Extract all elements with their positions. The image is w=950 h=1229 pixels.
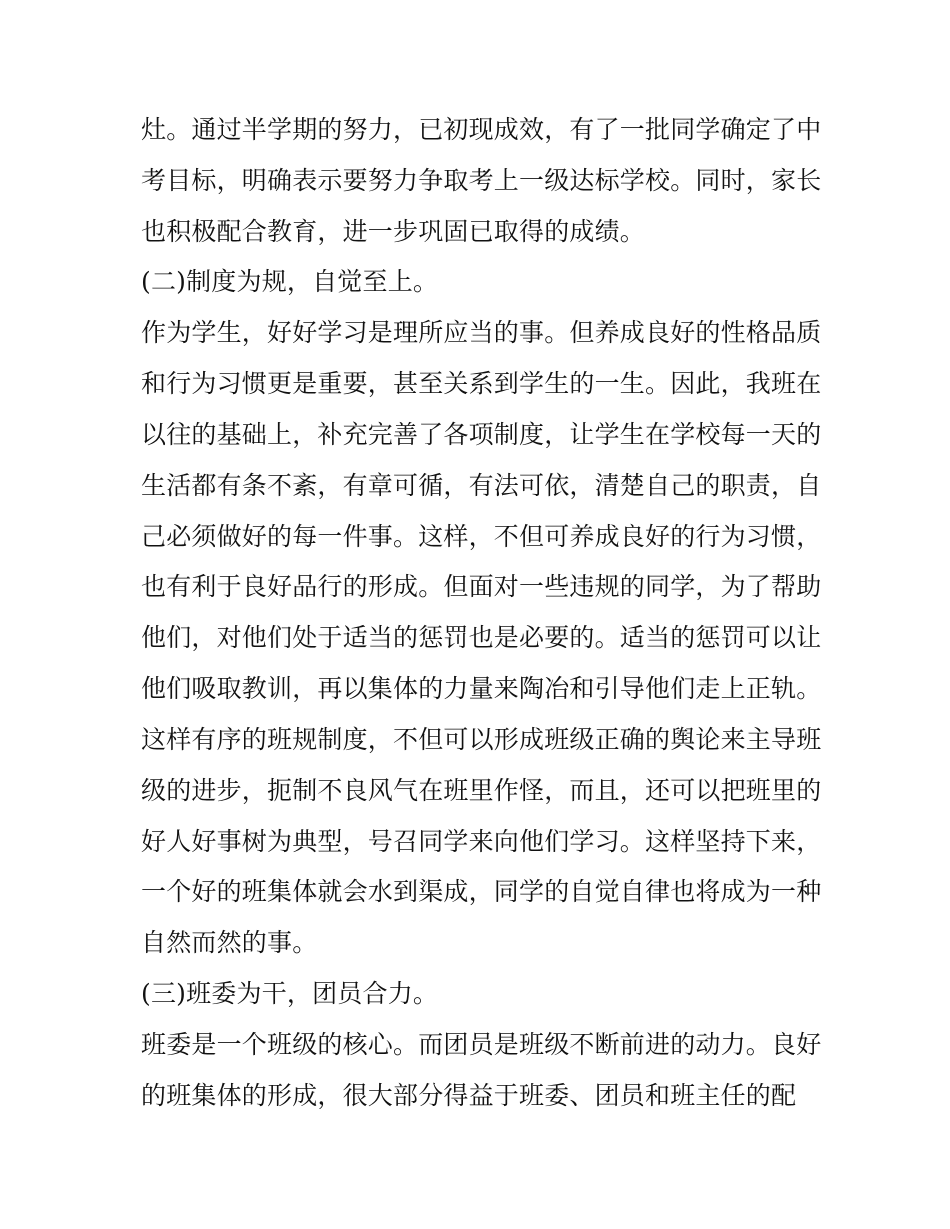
text-line-10: 也有利于良好品行的形成。但面对一些违规的同学，为了帮助: [141, 572, 822, 601]
text-line-7: 以往的基础上，补充完善了各项制度，让学生在学校每一天的: [141, 420, 822, 449]
text-line-20: 的班集体的形成，很大部分得益于班委、团员和班主任的配: [141, 1081, 797, 1110]
text-line-16: 一个好的班集体就会水到渠成，同学的自觉自律也将成为一种: [141, 877, 822, 906]
text-line-15: 好人好事树为典型，号召同学来向他们学习。这样坚持下来，: [141, 827, 822, 856]
text-line-19: 班委是一个班级的核心。而团员是班级不断前进的动力。良好: [141, 1030, 822, 1059]
text-line-11: 他们，对他们处于适当的惩罚也是必要的。适当的惩罚可以让: [141, 623, 822, 652]
text-line-2: 考目标，明确表示要努力争取考上一级达标学校。同时，家长: [141, 166, 822, 195]
text-line-5: 作为学生，好好学习是理所应当的事。但养成良好的性格品质: [141, 318, 822, 347]
text-line-3: 也积极配合教育，进一步巩固已取得的成绩。: [141, 217, 646, 246]
text-line-8: 生活都有条不紊，有章可循，有法可依，清楚自己的职责，自: [141, 471, 822, 500]
text-line-14: 级的进步，扼制不良风气在班里作怪，而且，还可以把班里的: [141, 776, 822, 805]
text-line-12: 他们吸取教训，再以集体的力量来陶冶和引导他们走上正轨。: [141, 674, 822, 703]
text-line-13: 这样有序的班规制度，不但可以形成班级正确的舆论来主导班: [141, 725, 822, 754]
text-line-1: 灶。通过半学期的努力，已初现成效，有了一批同学确定了中: [141, 115, 822, 144]
text-line-6: 和行为习惯更是重要，甚至关系到学生的一生。因此，我班在: [141, 369, 822, 398]
section-heading-2: (二)制度为规，自觉至上。: [141, 267, 439, 296]
text-line-17: 自然而然的事。: [141, 928, 318, 957]
text-line-9: 己必须做好的每一件事。这样，不但可养成良好的行为习惯，: [141, 522, 822, 551]
section-heading-3: (三)班委为干，团员合力。: [141, 979, 439, 1008]
